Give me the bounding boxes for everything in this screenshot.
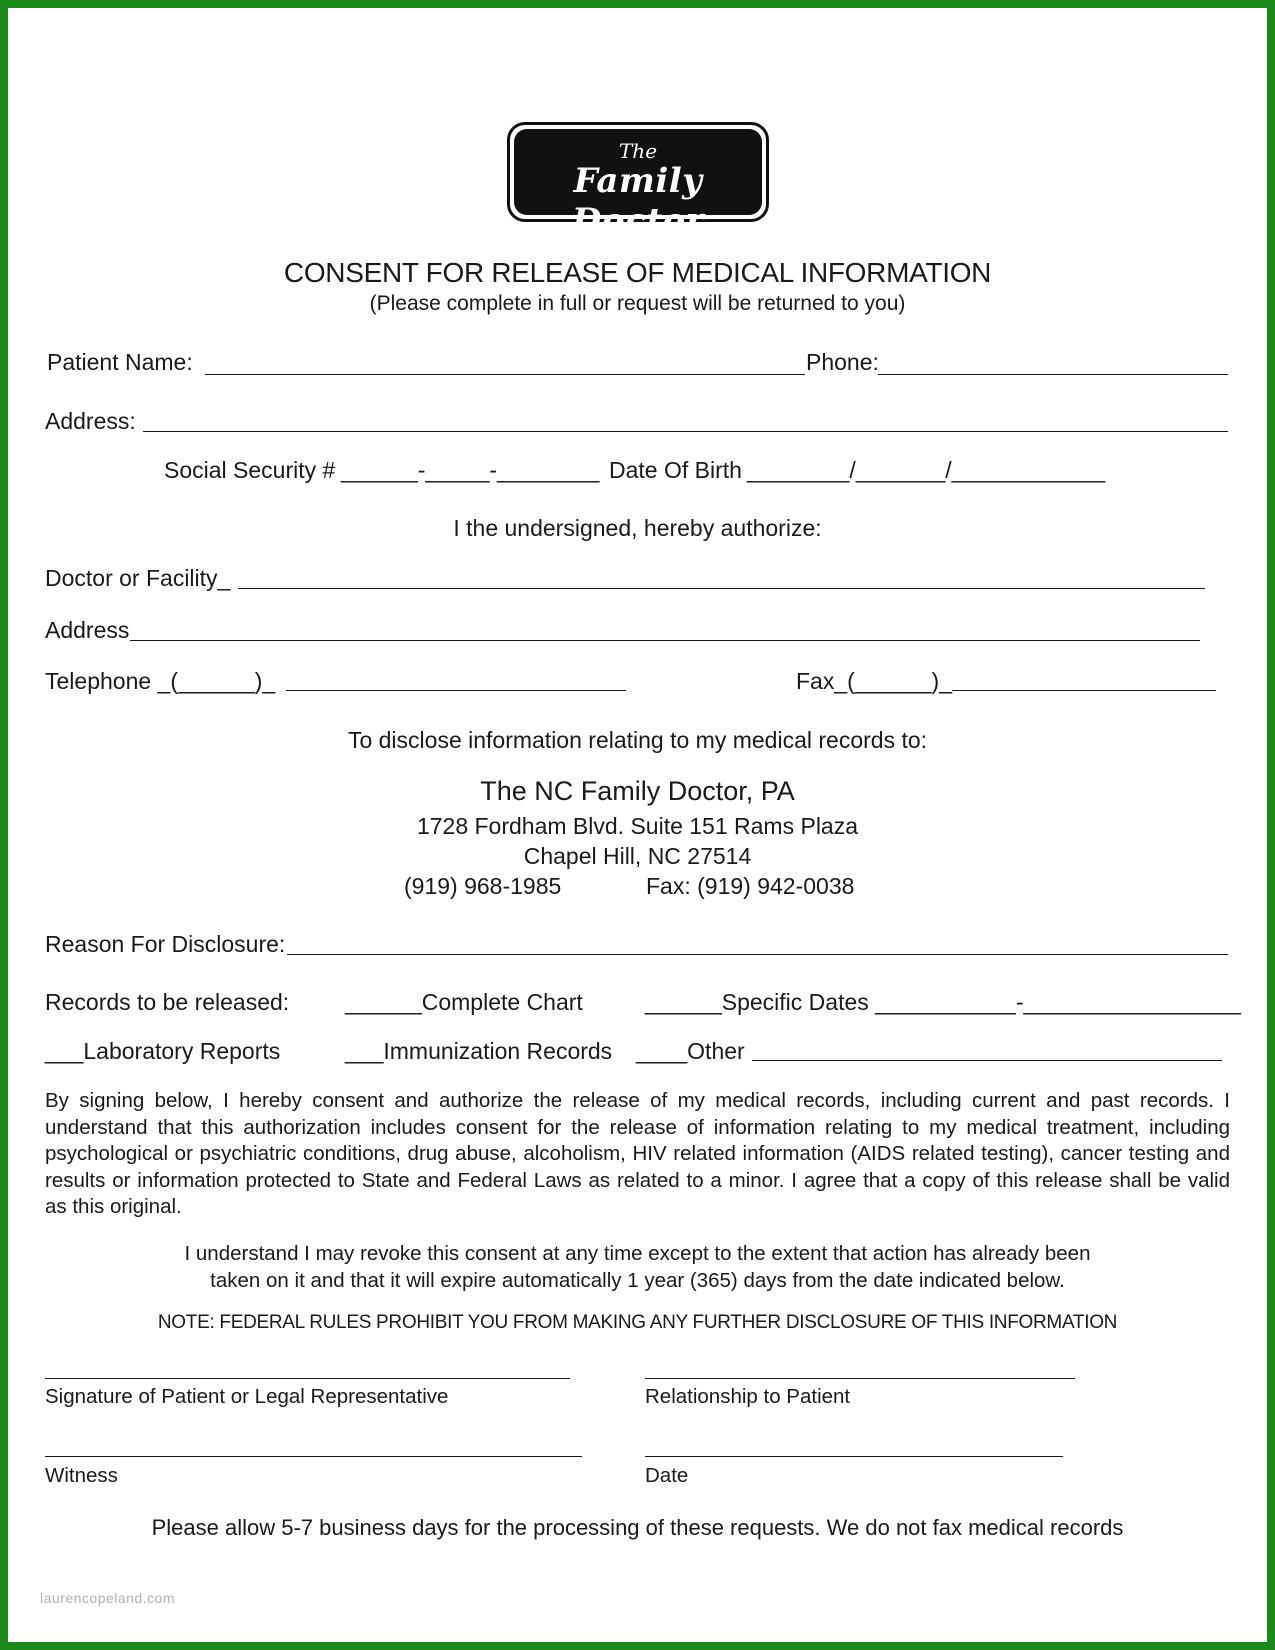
fax-field[interactable] xyxy=(952,690,1216,691)
patient-signature-field[interactable] xyxy=(45,1378,570,1379)
patient-signature-label: Signature of Patient or Legal Representative xyxy=(45,1385,449,1408)
patient-name-label: Patient Name: xyxy=(47,349,193,375)
ssn-field[interactable]: ______-_____-________ xyxy=(341,457,600,483)
reason-field[interactable] xyxy=(287,954,1228,955)
relationship-field[interactable] xyxy=(645,1378,1075,1379)
witness-label: Witness xyxy=(45,1464,118,1487)
doctor-facility-field[interactable] xyxy=(238,588,1205,589)
reason-label: Reason For Disclosure: xyxy=(45,931,286,957)
recipient-address-line2: Chapel Hill, NC 27514 xyxy=(523,843,752,869)
date-label: Date xyxy=(645,1464,689,1487)
fax-label: Fax_(______)_ xyxy=(796,668,952,694)
recipient-fax: Fax: (919) 942-0038 xyxy=(646,873,855,899)
witness-field[interactable] xyxy=(45,1456,582,1457)
revoke-statement xyxy=(0,1240,1275,1294)
immunization-option[interactable]: ___Immunization Records xyxy=(345,1038,613,1064)
form-title: CONSENT FOR RELEASE OF MEDICAL INFORMATION xyxy=(283,257,992,288)
phone-label: Phone: xyxy=(806,349,879,375)
processing-note: Please allow 5-7 business days for the processing of these requests. We do not fax medical records xyxy=(151,1515,1124,1540)
authorize-statement: I the undersigned, hereby authorize: xyxy=(453,515,822,541)
consent-paragraph: By signing below, I hereby consent and authorize the release of my medical records, including current and past records. I understand that this authorization includes consent for the release of information relating to my medical treatment, including psychological or psychiatric conditions, drug abuse, alcoholism, HIV related information (AIDS related testing), cancer testing and results or information protected to State and Federal Laws as related to a minor. I agree that a copy of this release shall be valid as this original. xyxy=(45,1089,1230,1218)
patient-address-field[interactable] xyxy=(143,431,1228,432)
lab-reports-option[interactable]: ___Laboratory Reports xyxy=(45,1038,281,1064)
logo-the-text: The xyxy=(618,139,658,163)
recipient-phone: (919) 968-1985 xyxy=(404,873,562,899)
date-field[interactable] xyxy=(645,1456,1063,1457)
revoke-line-1: I understand I may revoke this consent at any time except to the extent that action has already been xyxy=(184,1242,1091,1265)
logo-name-text: Family Doctor xyxy=(571,161,705,241)
watermark: laurencopeland.com xyxy=(40,1590,176,1606)
ssn-label: Social Security # xyxy=(164,457,336,483)
patient-address-label: Address: xyxy=(45,408,136,434)
telephone-field[interactable] xyxy=(286,690,626,691)
dob-field[interactable]: ________/_______/____________ xyxy=(747,457,1106,483)
facility-address-field[interactable] xyxy=(130,640,1200,641)
federal-rules-note: NOTE: FEDERAL RULES PROHIBIT YOU FROM MAKING ANY FURTHER DISCLOSURE OF THIS INFORMATION xyxy=(157,1312,1118,1333)
complete-chart-option[interactable]: ______Complete Chart xyxy=(345,989,583,1015)
form-subtitle: (Please complete in full or request will be returned to you) xyxy=(369,292,906,315)
recipient-address-line1: 1728 Fordham Blvd. Suite 151 Rams Plaza xyxy=(416,813,859,839)
family-doctor-logo xyxy=(507,122,769,241)
disclose-intro: To disclose information relating to my medical records to: xyxy=(347,727,928,753)
records-label: Records to be released: xyxy=(45,989,290,1015)
phone-field[interactable] xyxy=(878,374,1228,375)
patient-name-field[interactable] xyxy=(205,374,805,375)
dob-label: Date Of Birth xyxy=(609,457,742,483)
other-field[interactable] xyxy=(752,1060,1222,1061)
telephone-label: Telephone _(______)_ xyxy=(45,668,276,694)
doctor-facility-label: Doctor or Facility_ xyxy=(45,565,231,591)
recipient-name: The NC Family Doctor, PA xyxy=(480,776,795,806)
specific-dates-option[interactable]: ______Specific Dates ___________-_________________ xyxy=(645,989,1241,1015)
other-option[interactable]: ____Other xyxy=(636,1038,745,1064)
revoke-line-2: taken on it and that it will expire automatically 1 year (365) days from the date indicated below. xyxy=(210,1269,1065,1292)
relationship-label: Relationship to Patient xyxy=(645,1385,851,1408)
facility-address-label: Address xyxy=(45,617,130,643)
